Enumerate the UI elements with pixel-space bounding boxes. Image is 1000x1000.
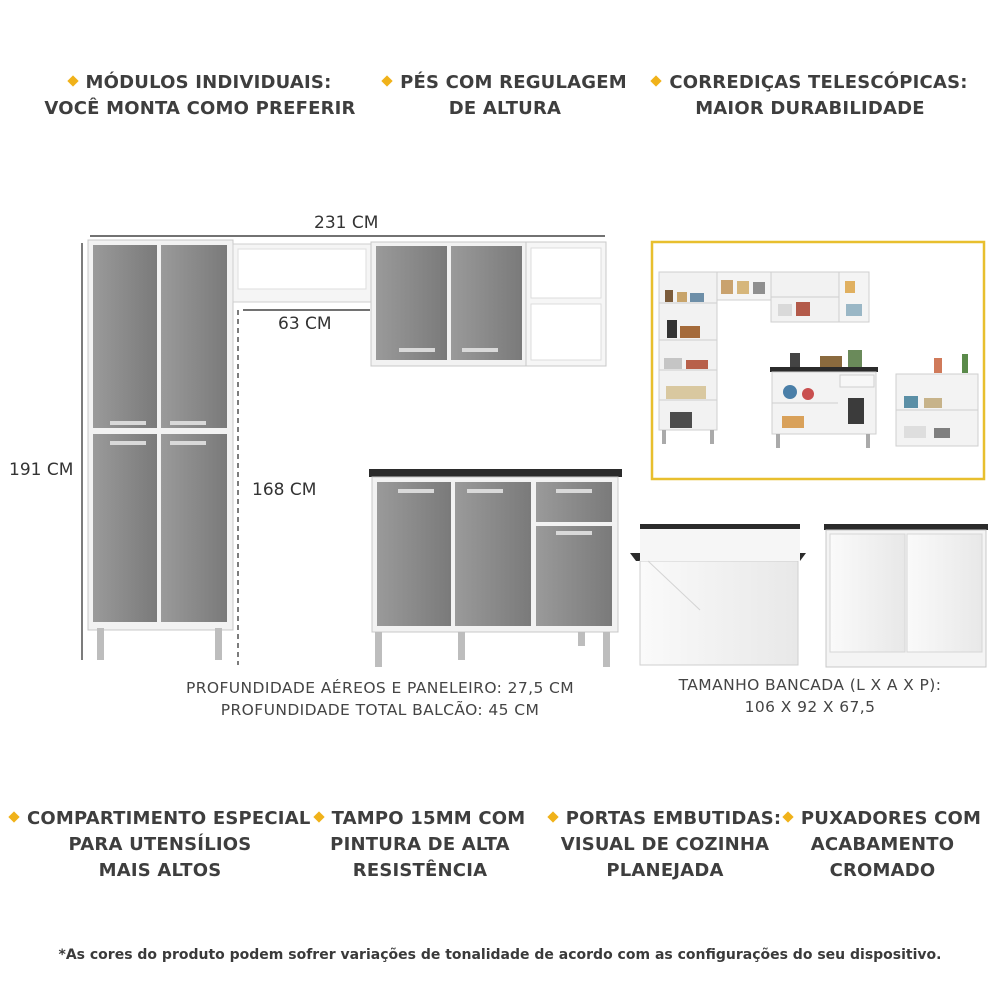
feature-modulos: MÓDULOS INDIVIDUAIS: VOCÊ MONTA COMO PREFERIR bbox=[44, 72, 356, 119]
feature-compartimento: COMPARTIMENTO ESPECIAL PARA UTENSÍLIOS MAIS ALTOS bbox=[10, 806, 310, 884]
bullet-diamond-icon bbox=[547, 811, 558, 822]
feature-corredicas: CORREDIÇAS TELESCÓPICAS: MAIOR DURABILIDADE bbox=[650, 70, 970, 122]
depth-info: PROFUNDIDADE AÉREOS E PANELEIRO: 27,5 CM PROFUNDIDADE TOTAL BALCÃO: 45 CM bbox=[185, 679, 575, 719]
upper-open-niche bbox=[233, 244, 371, 302]
height-total-label: 191 CM bbox=[9, 460, 74, 480]
bancada-counter bbox=[630, 524, 806, 665]
feature-portas: PORTAS EMBUTIDAS: VISUAL DE COZINHA PLANEJADA bbox=[545, 806, 785, 884]
feature-tampo: TAMPO 15MM COM PINTURA DE ALTA RESISTÊNCIA bbox=[310, 806, 530, 884]
bullet-diamond-icon bbox=[8, 811, 19, 822]
bancada-size-info: TAMANHO BANCADA (L X A X P): 106 X 92 X 67,5 bbox=[678, 676, 942, 716]
base-cabinet bbox=[369, 469, 622, 667]
feature-puxadores: PUXADORES COM ACABAMENTO CROMADO bbox=[780, 806, 985, 884]
bullet-diamond-icon bbox=[313, 811, 324, 822]
tall-pantry-cabinet bbox=[88, 240, 233, 660]
width-total-label: 231 CM bbox=[314, 213, 379, 233]
gap-height-label: 168 CM bbox=[252, 480, 317, 500]
bullet-diamond-icon bbox=[782, 811, 793, 822]
feature-pes: PÉS COM REGULAGEM DE ALTURA bbox=[360, 70, 650, 122]
upper-wall-cabinet bbox=[371, 242, 526, 366]
white-base-cabinet bbox=[824, 524, 988, 667]
gap-width-label: 63 CM bbox=[278, 314, 332, 334]
color-disclaimer: *As cores do produto podem sofrer variações de tonalidade de acordo com as configurações do seu dispositivo. bbox=[58, 947, 942, 963]
ambient-photo bbox=[652, 242, 984, 479]
upper-open-shelf bbox=[526, 242, 606, 366]
